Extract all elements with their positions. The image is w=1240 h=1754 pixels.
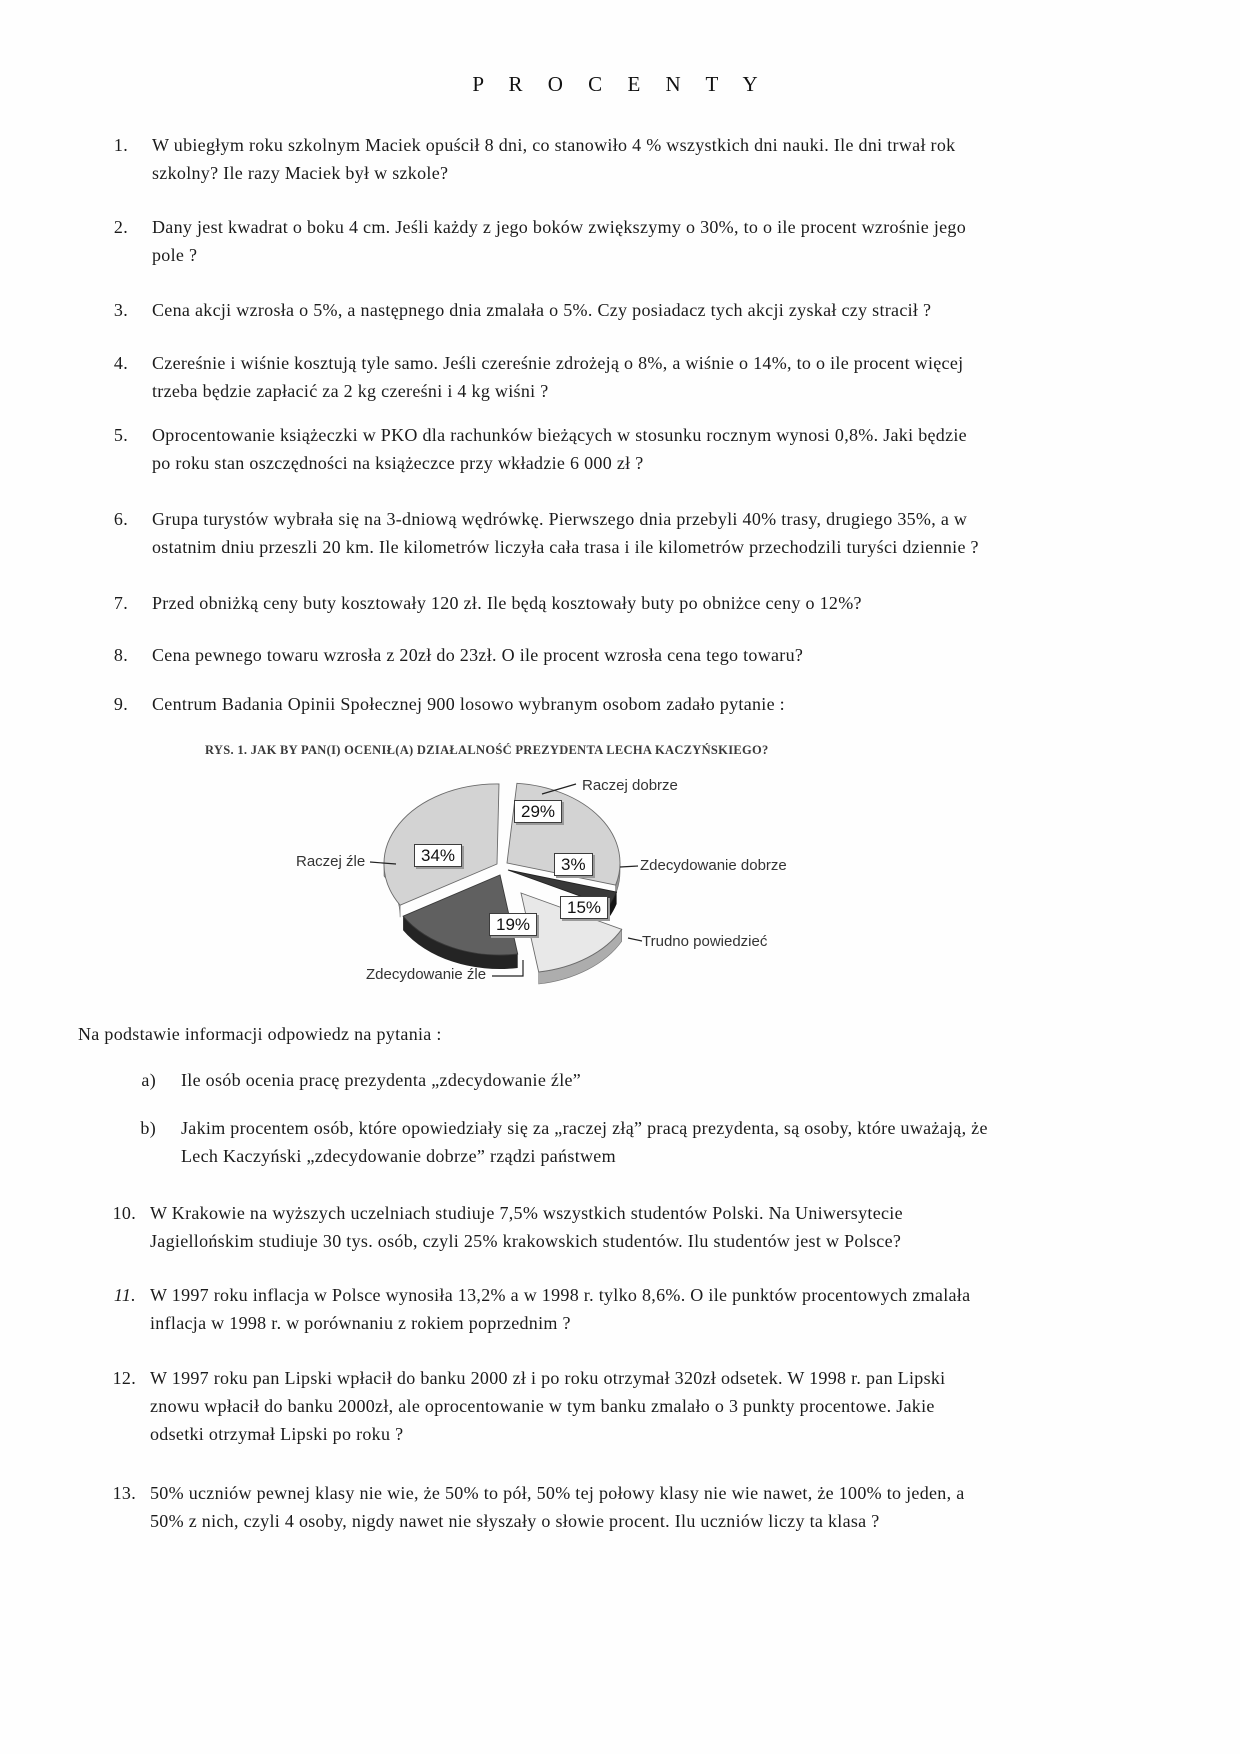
slice-label-trudno-powiedziec: Trudno powiedzieć (642, 933, 768, 950)
problem-text-line: inflacja w 1998 r. w porównaniu z rokiem poprzednim ? (150, 1313, 571, 1333)
problem-number: 12. (112, 1368, 136, 1388)
pie-chart-figure (0, 735, 1240, 1010)
sub-question-marker: a) (141, 1070, 156, 1090)
sub-question-b (0, 1114, 1145, 1170)
problem-text-line: 50% uczniów pewnej klasy nie wie, że 50% to pół, 50% tej połowy klasy nie wie nawet, że 100% to jeden, a (150, 1483, 965, 1503)
problem-item-6 (0, 505, 1145, 561)
slice-label-zdecydowanie-zle: Zdecydowanie źle (366, 966, 487, 983)
problem-text-line: Ile osób ocenia pracę prezydenta „zdecydowanie źle” (181, 1070, 582, 1090)
problem-number: 9. (113, 694, 128, 714)
problem-text-line: Cena pewnego towaru wzrosła z 20zł do 23zł. O ile procent wzrosła cena tego towaru? (152, 645, 804, 665)
problem-text-line: Grupa turystów wybrała się na 3-dniową wędrówkę. Pierwszego dnia przebyli 40% trasy, drugiego 35%, a w (152, 509, 968, 529)
problem-text-line: Jakim procentem osób, które opowiedziały się za „raczej złą” pracą prezydenta, są osoby, które uważają, że (181, 1118, 988, 1138)
problem-text-line: Jagiellońskim studiuje 30 tys. osób, czyli 25% krakowskich studentów. Ilu studentów jest w Polsce? (150, 1231, 902, 1251)
problem-item-12 (0, 1364, 1145, 1448)
problem-number: 6. (113, 509, 128, 529)
problem-item-7 (0, 589, 1145, 617)
problem-number: 10. (112, 1203, 136, 1223)
problem-text-line: W 1997 roku pan Lipski wpłacił do banku 2000 zł i po roku otrzymał 320zł odsetek. W 1998 r. pan Lipski (150, 1368, 946, 1388)
problem-number: 4. (113, 353, 128, 373)
problem-text-line: Cena akcji wzrosła o 5%, a następnego dnia zmalała o 5%. Czy posiadacz tych akcji zyskał czy stracił ? (152, 300, 932, 320)
slice-label-raczej-dobrze: Raczej dobrze (582, 777, 678, 794)
problem-number: 8. (113, 645, 128, 665)
problem-item-4 (0, 349, 1145, 405)
problem-item-9 (0, 690, 1145, 718)
problem-item-11 (0, 1281, 1145, 1337)
slice-label-raczej-zle: Raczej źle (296, 853, 366, 870)
problem-number: 3. (113, 300, 128, 320)
slice-label-zdecydowanie-dobrze: Zdecydowanie dobrze (640, 857, 787, 874)
problem-text-line: W Krakowie na wyższych uczelniach studiuje 7,5% wszystkich studentów Polski. Na Uniwersytecie (150, 1203, 903, 1223)
problem-item-13 (0, 1479, 1145, 1535)
problem-text-line: szkolny? Ile razy Maciek był w szkole? (152, 163, 449, 183)
sub-question-a (0, 1066, 1145, 1094)
problem-item-2 (0, 213, 1145, 269)
problem-text-line: W 1997 roku inflacja w Polsce wynosiła 13,2% a w 1998 r. tylko 8,6%. O ile punktów procentowych zmalała (150, 1285, 971, 1305)
problem-text-line: Przed obniżką ceny buty kosztowały 120 zł. Ile będą kosztowały buty po obniżce ceny o 12%? (152, 593, 862, 613)
pct-label-3: 3% (554, 853, 593, 876)
problem-number: 11. (113, 1285, 136, 1305)
problem-text-line: trzeba będzie zapłacić za 2 kg czereśni i 4 kg wiśni ? (152, 381, 549, 401)
problem-item-1 (0, 131, 1145, 187)
pct-label-29: 29% (514, 800, 562, 823)
problem-item-10 (0, 1199, 1145, 1255)
problem-number: 1. (113, 135, 128, 155)
chart-questions-intro: Na podstawie informacji odpowiedz na pytania : (78, 1024, 442, 1044)
chart-caption: RYS. 1. JAK BY PAN(I) OCENIŁ(A) DZIAŁALNOŚĆ PREZYDENTA LECHA KACZYŃSKIEGO? (205, 743, 769, 757)
problem-item-8 (0, 641, 1145, 669)
problem-number: 5. (113, 425, 128, 445)
problem-text-line: Lech Kaczyński „zdecydowanie dobrze” rządzi państwem (181, 1146, 616, 1166)
problem-text-line: po roku stan oszczędności na książeczce przy wkładzie 6 000 zł ? (152, 453, 644, 473)
pct-label-34: 34% (414, 844, 462, 867)
worksheet-title: P R O C E N T Y (472, 72, 768, 96)
problem-number: 13. (112, 1483, 136, 1503)
problem-text-line: Dany jest kwadrat o boku 4 cm. Jeśli każdy z jego boków zwiększymy o 30%, to o ile procent wzrośnie jego (152, 217, 967, 237)
problem-text-line: odsetki otrzymał Lipski po roku ? (150, 1424, 404, 1444)
problem-text-line: pole ? (152, 245, 198, 265)
problem-text-line: Centrum Badania Opinii Społecznej 900 losowo wybranym osobom zadało pytanie : (152, 694, 785, 714)
problem-item-5 (0, 421, 1145, 477)
problem-text-line: ostatnim dniu przeszli 20 km. Ile kilometrów liczyła cała trasa i ile kilometrów przechodzili turyści dziennie ? (152, 537, 979, 557)
problem-text-line: znowu wpłacił do banku 2000zł, ale oprocentowanie w tym banku zmalało o 3 punkty procentowe. Jakie (150, 1396, 935, 1416)
problem-number: 2. (113, 217, 128, 237)
callout-line (628, 938, 642, 941)
problem-item-3 (0, 296, 1145, 324)
pct-label-19: 19% (489, 913, 537, 936)
problem-text-line: 50% z nich, czyli 4 osoby, nigdy nawet nie słyszały o słowie procent. Ilu uczniów liczy ta klasa ? (150, 1511, 880, 1531)
callout-line (620, 866, 638, 867)
problem-number: 7. (113, 593, 128, 613)
problem-text-line: W ubiegłym roku szkolnym Maciek opuścił 8 dni, co stanowiło 4 % wszystkich dni nauki. Ile dni trwał rok (152, 135, 956, 155)
sub-question-marker: b) (140, 1118, 156, 1138)
problem-text-line: Oprocentowanie książeczki w PKO dla rachunków bieżących w stosunku rocznym wynosi 0,8%. Jaki będzie (152, 425, 967, 445)
problem-text-line: Czereśnie i wiśnie kosztują tyle samo. Jeśli czereśnie zdrożeją o 8%, a wiśnie o 14%, to o ile procent więcej (152, 353, 964, 373)
pct-label-15: 15% (560, 896, 608, 919)
